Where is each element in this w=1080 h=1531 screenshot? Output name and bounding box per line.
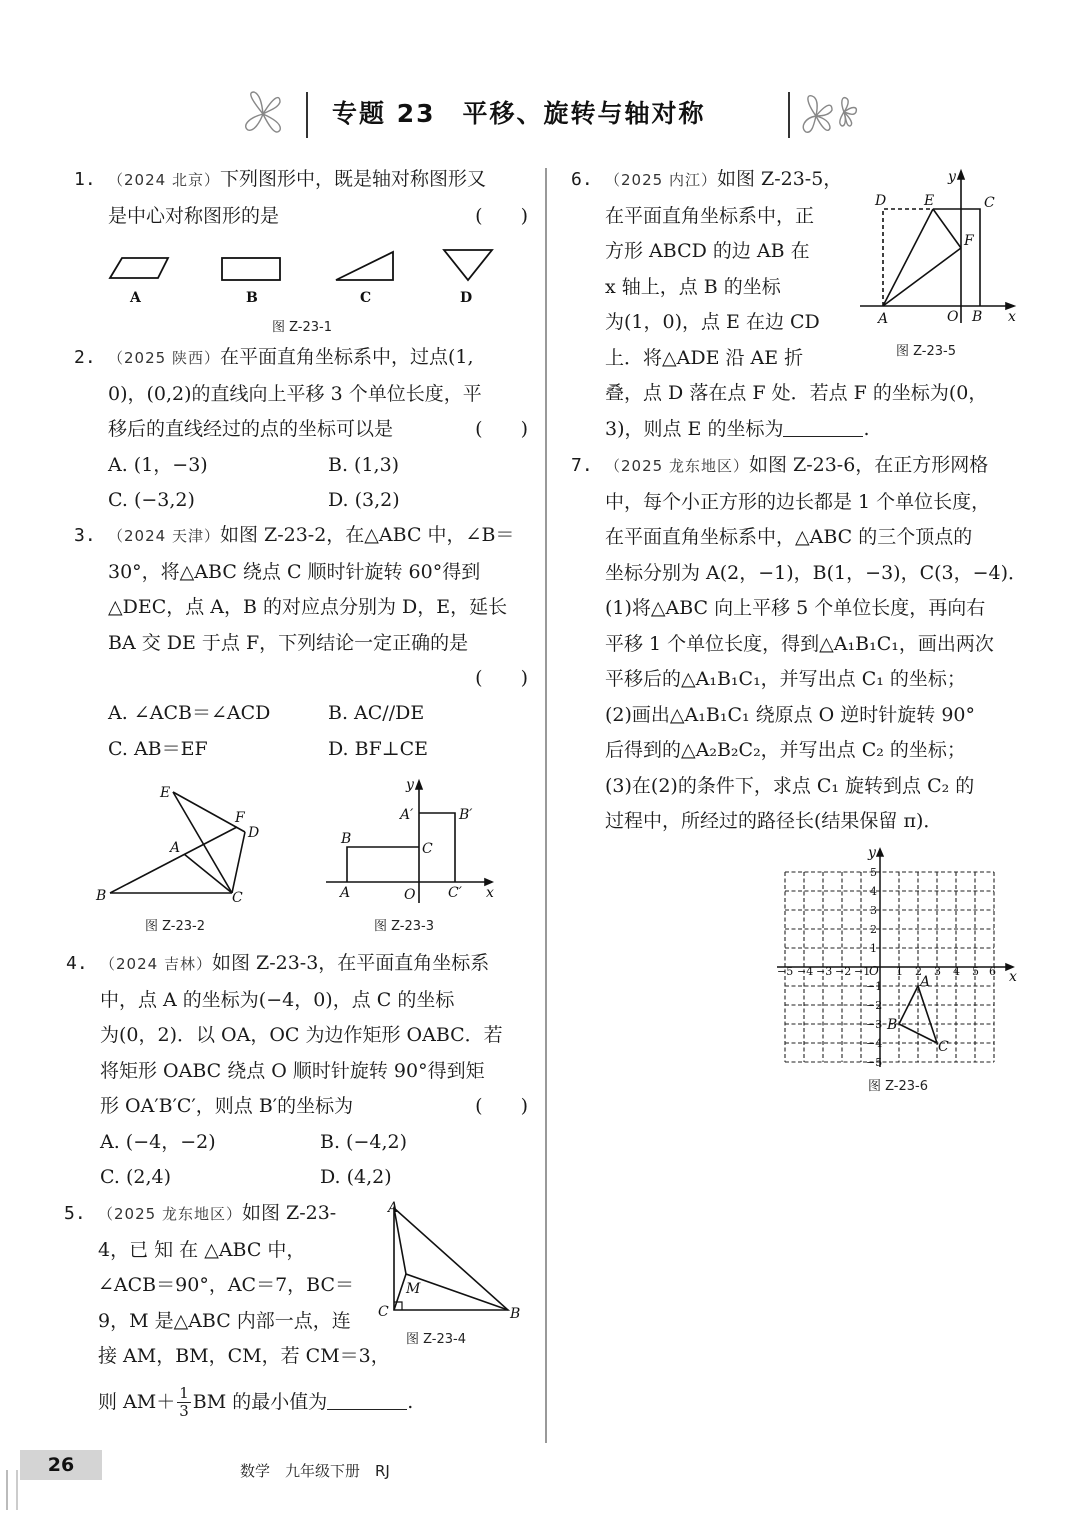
question-text: 移后的直线经过的点的坐标可以是 — [108, 418, 394, 440]
question-text: BM 的最小值为 — [192, 1390, 328, 1413]
point-label: C — [232, 890, 243, 906]
page-number: 26 — [20, 1450, 102, 1480]
figure-caption: 图 Z-23-2 — [145, 919, 206, 934]
question-source: （2025 龙东地区） — [98, 1205, 242, 1223]
point-label: B′ — [459, 807, 473, 823]
question-text: 将矩形 OABC 绕点 O 顺时针旋转 90°得到矩 — [100, 1059, 485, 1082]
figure-z-23-4 — [372, 1198, 532, 1328]
flower-ornament-icon — [240, 88, 286, 140]
question-text: 平移后的△A₁B₁C₁，并写出点 C₁ 的坐标； — [605, 668, 966, 690]
option-c[interactable]: C. AB＝EF — [108, 737, 208, 760]
svg-text:−2: −2 — [835, 965, 852, 978]
question-text: 接 AM，BM，CM，若 CM＝3， — [98, 1345, 390, 1367]
svg-text:1: 1 — [896, 965, 903, 978]
svg-text:5: 5 — [972, 965, 979, 978]
axis-label-x: x — [1008, 309, 1016, 325]
question-source: （2024 北京） — [108, 171, 220, 189]
point-label: C′ — [448, 885, 462, 901]
question-text: 如图 Z-23-6，在正方形网格 — [748, 454, 989, 476]
option-d[interactable]: D. (4,2) — [320, 1166, 392, 1188]
question-number: 1. — [74, 169, 96, 190]
question-text: 叠，点 D 落在点 F 处．若点 F 的坐标为(0， — [605, 382, 988, 404]
question-text: 在平面直角坐标系中，正 — [605, 204, 815, 227]
triangle-abc — [899, 986, 937, 1043]
question-text: 中，每个小正方形的边长都是 1 个单位长度， — [605, 490, 991, 513]
question-number: 2. — [74, 347, 96, 368]
header-divider — [788, 92, 790, 138]
option-label: D — [460, 290, 473, 306]
question-text: 形 OA′B′C′，则点 B′的坐标为 — [100, 1095, 354, 1117]
point-label: A — [878, 311, 889, 327]
point-label: C — [378, 1304, 389, 1320]
question-text: 3)，则点 E 的坐标为 — [605, 417, 784, 440]
svg-text:−2: −2 — [866, 999, 883, 1012]
options — [100, 1125, 528, 1196]
options — [108, 696, 528, 767]
option-b[interactable]: B. AC//DE — [328, 702, 425, 724]
question-text: 4，已 知 在 △ABC 中， — [98, 1238, 306, 1261]
question-source: （2024 天津） — [108, 527, 220, 545]
question-text: 上．将△ADE 沿 AE 折 — [605, 346, 804, 369]
page-header — [240, 84, 860, 140]
figure-caption: 图 Z-23-5 — [896, 344, 957, 359]
option-a[interactable]: A. (−4，−2) — [100, 1130, 216, 1153]
figure-caption: 图 Z-23-1 — [272, 320, 333, 335]
question-text: 如图 Z-23-3，在平面直角坐标系 — [211, 952, 490, 974]
svg-text:4: 4 — [953, 965, 960, 978]
question-text: 是中心对称图形的是 — [108, 204, 280, 227]
page-edge-decoration — [6, 1470, 18, 1510]
right-triangle-shape — [336, 252, 393, 280]
question-text: 下列图形中，既是轴对称图形又 — [219, 168, 486, 190]
question-number: 4. — [66, 953, 88, 974]
question-5: 5. （2025 龙东地区）如图 Z-23- 4，已 知 在 △ABC 中， ∠ACB＝90°，AC＝7，BC＝ 9，M 是△ABC 内部一点，连 接 AM，BM，CM，若 CM＝3， 则 AM＋ $\frac{1}{3}$ BM 的最小值为 . — [98, 1196, 368, 1420]
question-number: 6. — [571, 169, 593, 190]
question-4 — [66, 946, 528, 1196]
question-2 — [74, 340, 528, 519]
point-label: A — [388, 1200, 399, 1216]
point-label: B — [510, 1306, 521, 1322]
point-label: D — [875, 193, 887, 209]
question-source: （2025 内江） — [605, 171, 717, 189]
flower-ornament-icon — [796, 88, 862, 140]
option-label: A — [130, 290, 141, 306]
point-label: C — [984, 195, 995, 211]
point-label: E — [924, 193, 935, 209]
options — [108, 448, 528, 519]
svg-text:6: 6 — [989, 965, 996, 978]
svg-text:−1: −1 — [866, 980, 883, 993]
svg-text:2: 2 — [915, 965, 922, 978]
question-text: (2)画出△A₁B₁C₁ 绕原点 O 逆时针旋转 90° — [605, 703, 976, 726]
option-d[interactable]: D. BF⊥CE — [328, 737, 429, 760]
point-label: A — [170, 840, 181, 856]
question-6: 6. （2025 内江）如图 Z-23-5， 在平面直角坐标系中，正 方形 ABCD 的边 AB 在 x 轴上，点 B 的坐标 为(1，0)，点 E 在边 CD 上．将△ADE 沿 AE 折 叠，点 D 落在点 F 处．若点 F 的坐标为(0， 3)，则点 E 的坐标为 . — [605, 162, 1025, 447]
origin-label: O — [869, 964, 879, 978]
question-3 — [74, 518, 528, 767]
question-text: 0)，(0,2)的直线向上平移 3 个单位长度，平 — [108, 382, 482, 405]
answer-paren[interactable]: ( ) — [475, 667, 528, 689]
point-label: B — [341, 831, 352, 847]
svg-text:−5: −5 — [777, 965, 794, 978]
point-label: D — [248, 825, 260, 841]
svg-text:2: 2 — [870, 923, 877, 936]
svg-text:3: 3 — [934, 965, 941, 978]
question-source: （2024 吉林） — [100, 955, 212, 973]
question-text: 为(0，2)．以 OA，OC 为边作矩形 OABC．若 — [100, 1024, 503, 1046]
origin-label: O — [947, 309, 959, 325]
svg-text:−3: −3 — [866, 1018, 883, 1031]
question-text: BA 交 DE 于点 F，下列结论一定正确的是 — [108, 631, 469, 654]
figure-z-23-3 — [320, 775, 510, 910]
option-label: B — [246, 290, 258, 306]
option-c[interactable]: C. (2,4) — [100, 1166, 171, 1188]
question-text: △DEC，点 A，B 的对应点分别为 D，E，延长 — [108, 596, 508, 618]
option-b[interactable]: B. (−4,2) — [320, 1130, 408, 1153]
question-text: 后得到的△A₂B₂C₂，并写出点 C₂ 的坐标； — [605, 739, 966, 761]
question-text: 在平面直角坐标系中，△ABC 的三个顶点的 — [605, 526, 973, 548]
svg-text:3: 3 — [870, 904, 877, 917]
question-text: 如图 Z-23- — [241, 1202, 337, 1224]
inverted-triangle-shape — [444, 250, 492, 280]
rectangle-shape — [222, 258, 280, 280]
answer-paren[interactable]: ( ) — [475, 418, 528, 440]
svg-text:−4: −4 — [797, 965, 814, 978]
option-b[interactable]: B. (1,3) — [328, 453, 400, 476]
question-text: 如图 Z-23-2，在△ABC 中，∠B＝ — [219, 524, 515, 546]
question-source: （2025 陕西） — [108, 349, 220, 367]
question-text: 过程中，所经过的路径长(结果保留 π)． — [605, 810, 943, 832]
question-number: 3. — [74, 525, 96, 546]
parallelogram-shape — [110, 258, 168, 278]
svg-text:−5: −5 — [866, 1056, 883, 1069]
question-text: 中，点 A 的坐标为(−4，0)，点 C 的坐标 — [100, 988, 455, 1011]
svg-text:5: 5 — [870, 866, 877, 879]
book-title: 数学 九年级下册 RJ — [240, 1462, 390, 1480]
answer-blank[interactable] — [327, 1389, 407, 1410]
question-text: 平移 1 个单位长度，得到△A₁B₁C₁，画出两次 — [605, 632, 994, 655]
origin-label: O — [404, 887, 416, 903]
point-label: E — [160, 785, 171, 801]
option-c[interactable]: C. (−3,2) — [108, 489, 195, 511]
page-title: 专题 23 平移、旋转与轴对称 — [332, 99, 706, 128]
question-text: 30°，将△ABC 绕点 C 顺时针旋转 60°得到 — [108, 560, 481, 583]
question-number: 5. — [64, 1203, 86, 1224]
question-text: 在平面直角坐标系中，过点(1, — [219, 346, 474, 368]
svg-text:−4: −4 — [866, 1037, 883, 1050]
answer-paren[interactable]: ( ) — [475, 204, 528, 227]
axis-label-y: y — [948, 169, 956, 185]
question-text: 为(1，0)，点 E 在边 CD — [605, 311, 820, 333]
point-label: B — [96, 888, 107, 904]
figure-z-23-1 — [100, 242, 510, 312]
figure-caption: 图 Z-23-6 — [868, 1079, 929, 1094]
figure-z-23-5 — [860, 165, 1030, 330]
axis-label-y: y — [868, 845, 876, 861]
option-a[interactable]: A. ∠ACB＝∠ACD — [108, 702, 271, 724]
question-text: 则 AM＋ — [98, 1390, 176, 1413]
point-label: B — [887, 1017, 898, 1033]
point-label: C — [422, 841, 433, 857]
header-divider — [306, 92, 308, 138]
figure-caption: 图 Z-23-4 — [406, 1332, 467, 1347]
question-number: 7. — [571, 455, 593, 476]
point-label: A — [340, 885, 351, 901]
question-text: (1)将△ABC 向上平移 5 个单位长度，再向右 — [605, 597, 986, 619]
point-label: F — [964, 233, 974, 249]
question-1 — [74, 162, 528, 234]
axis-label-x: x — [1009, 969, 1017, 985]
question-text: ∠ACB＝90°，AC＝7，BC＝ — [98, 1274, 355, 1296]
figure-z-23-2 — [90, 780, 280, 910]
question-text: 方形 ABCD 的边 AB 在 — [605, 240, 810, 262]
svg-text:1: 1 — [870, 942, 877, 955]
point-label: M — [406, 1281, 421, 1297]
answer-paren[interactable]: ( ) — [475, 1095, 528, 1117]
option-label: C — [360, 290, 372, 306]
question-7 — [571, 448, 1028, 840]
answer-blank[interactable] — [783, 416, 863, 437]
svg-text:−1: −1 — [854, 965, 871, 978]
point-label: A — [920, 974, 931, 990]
axis-label-y: y — [406, 777, 414, 793]
question-text: x 轴上，点 B 的坐标 — [605, 275, 781, 298]
point-label: B — [972, 309, 983, 325]
question-text: 坐标分别为 A(2，−1)，B(1，−3)，C(3，−4)． — [605, 561, 1028, 584]
fraction: $\frac{1}{3}$ — [179, 1384, 189, 1420]
column-divider — [545, 168, 547, 1443]
question-text: 9，M 是△ABC 内部一点，连 — [98, 1309, 351, 1332]
svg-text:−3: −3 — [816, 965, 833, 978]
question-source: （2025 龙东地区） — [605, 457, 749, 475]
axis-label-x: x — [486, 885, 494, 901]
figure-z-23-6-grid[interactable] — [775, 845, 1025, 1070]
svg-text:4: 4 — [870, 885, 877, 898]
option-a[interactable]: A. (1，−3) — [108, 453, 208, 476]
point-label: A′ — [400, 807, 414, 823]
point-label: C — [938, 1039, 949, 1055]
question-text: 如图 Z-23-5， — [716, 168, 843, 190]
option-d[interactable]: D. (3,2) — [328, 489, 400, 511]
question-text: (3)在(2)的条件下，求点 C₁ 旋转到点 C₂ 的 — [605, 774, 975, 797]
point-label: F — [235, 810, 245, 826]
figure-caption: 图 Z-23-3 — [374, 919, 435, 934]
